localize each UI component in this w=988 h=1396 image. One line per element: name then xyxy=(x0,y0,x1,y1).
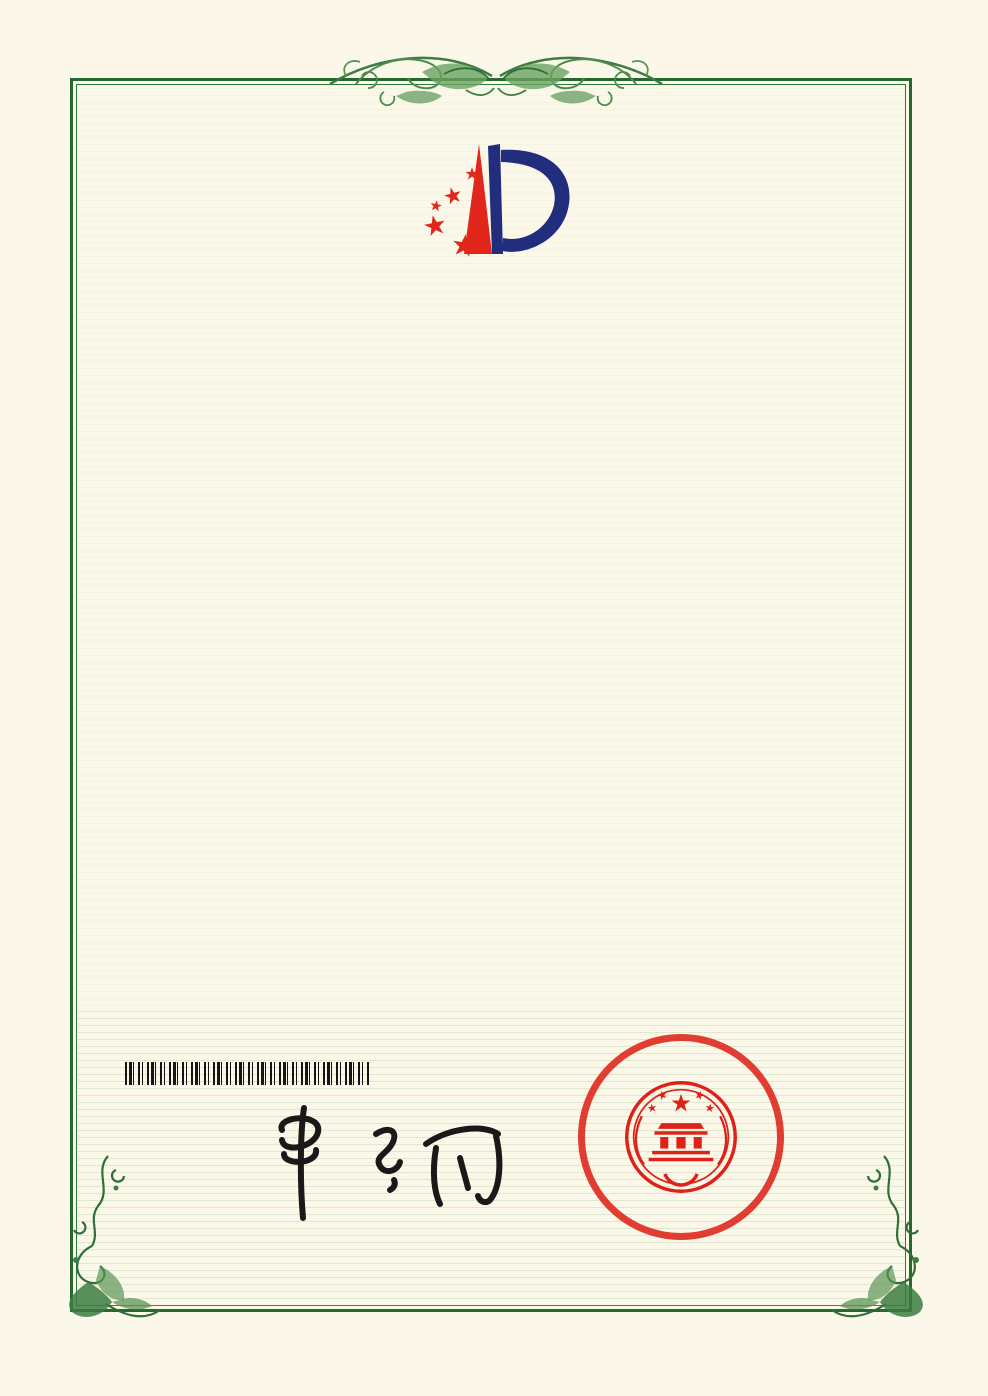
field-patentee xyxy=(118,652,898,710)
field-patent-number xyxy=(118,536,898,594)
cnipa-official-seal xyxy=(578,1034,784,1240)
top-ornament-flourish xyxy=(326,32,666,128)
grant-date xyxy=(118,768,255,792)
barcode xyxy=(125,1062,371,1085)
field-list xyxy=(118,420,898,826)
director-signature xyxy=(258,1100,518,1230)
corner-flourish-bottom-right xyxy=(826,1152,946,1332)
field-address xyxy=(118,710,898,768)
grant-number xyxy=(490,768,627,793)
qr-code xyxy=(781,154,907,280)
field-inventor xyxy=(118,478,898,536)
national-emblem xyxy=(623,1077,739,1197)
cnipa-logo xyxy=(408,134,594,290)
corner-flourish-bottom-left xyxy=(46,1152,166,1332)
field-filing-date xyxy=(118,594,898,652)
field-utility-model-name xyxy=(118,420,898,478)
field-grant-row xyxy=(118,768,898,826)
